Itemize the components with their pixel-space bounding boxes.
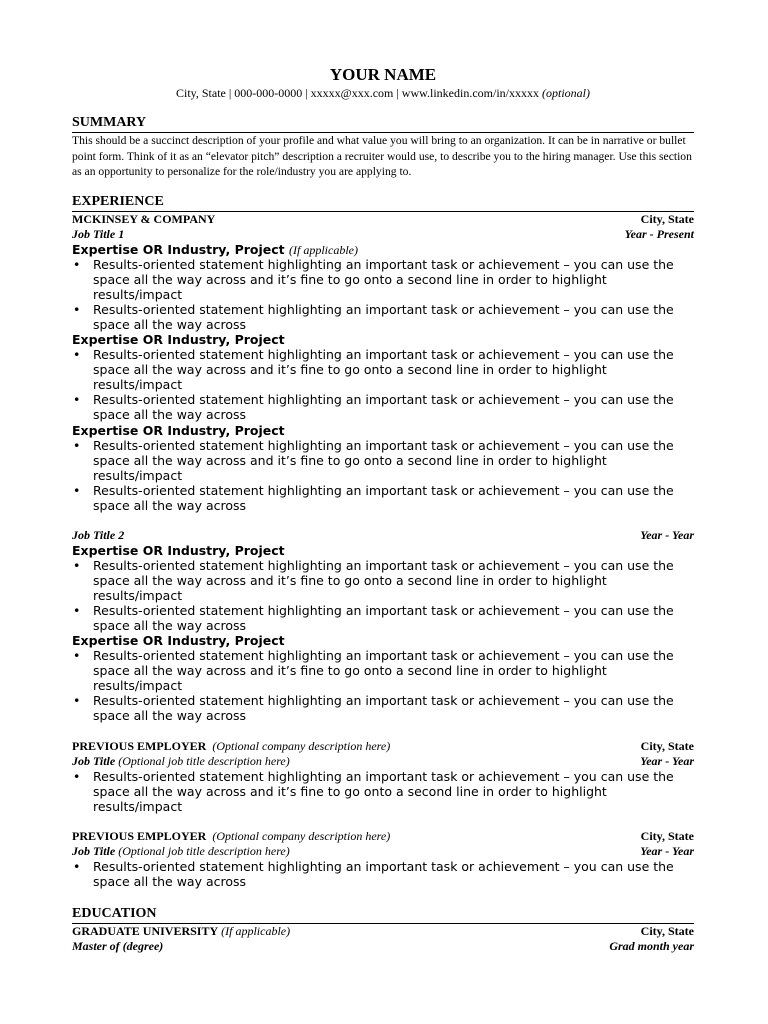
job-1-title: Job Title 1 [72, 227, 125, 241]
bullet-icon: • [73, 558, 81, 573]
degree-row [72, 939, 694, 954]
list-item [72, 603, 694, 633]
list-item [72, 257, 694, 302]
bullet-text: Results-oriented statement highlighting an important task or achievement – you can use the space all the way across [93, 392, 674, 422]
bullet-icon: • [73, 693, 81, 708]
school-label [72, 924, 290, 939]
list-item [72, 693, 694, 723]
bullet-text: Results-oriented statement highlighting an important task or achievement – you can use the space all the way across and it’s fine to go onto a second line in order to highlight results/impact [93, 347, 674, 392]
list-item [72, 558, 694, 603]
job-2-row [72, 528, 694, 543]
education-heading: EDUCATION [72, 906, 694, 924]
list-item [72, 648, 694, 693]
employer-1-location: City, State [640, 212, 694, 226]
bullet-text: Results-oriented statement highlighting an important task or achievement – you can use the space all the way across [93, 302, 674, 332]
employer-3-row [72, 829, 694, 844]
employer-2-job-title: Job Title [72, 754, 116, 768]
resume-name: YOUR NAME [329, 65, 437, 84]
employer-2-label [72, 739, 390, 754]
project-c-bullets [72, 438, 694, 513]
bullet-icon: • [73, 603, 81, 618]
employer-2-job-label [72, 754, 290, 769]
employer-3-job-desc: (Optional job title description here) [118, 844, 290, 858]
bullet-text: Results-oriented statement highlighting an important task or achievement – you can use the space all the way across and it’s fine to go onto a second line in order to highlight results/impact [93, 257, 674, 302]
bullet-text: Results-oriented statement highlighting an important task or achievement – you can use the space all the way across [93, 693, 674, 723]
list-item [72, 769, 694, 814]
bullet-text: Results-oriented statement highlighting an important task or achievement – you can use the space all the way across and it’s fine to go onto a second line in order to highlight results/impact [93, 769, 674, 814]
employer-2-job-row [72, 754, 694, 769]
project-a-title: Expertise OR Industry, Project [72, 242, 285, 257]
employer-2-bullets [72, 769, 694, 814]
employer-3-bullets [72, 859, 694, 889]
project-e-bullets [72, 648, 694, 723]
list-item [72, 859, 694, 889]
employer-2-name: PREVIOUS EMPLOYER [72, 739, 207, 753]
list-item [72, 483, 694, 513]
list-item [72, 438, 694, 483]
project-e-heading: Expertise OR Industry, Project [72, 633, 285, 648]
bullet-icon: • [73, 392, 81, 407]
bullet-icon: • [73, 648, 81, 663]
employer-3-job-row [72, 844, 694, 859]
graduation-date: Grad month year [609, 939, 694, 953]
job-1-dates: Year - Present [624, 227, 694, 241]
employer-2-job-desc: (Optional job title description here) [118, 754, 290, 768]
employer-2-location: City, State [640, 739, 694, 753]
bullet-icon: • [73, 769, 81, 784]
employer-3-name: PREVIOUS EMPLOYER [72, 829, 207, 843]
employer-2-row [72, 739, 694, 754]
bullet-text: Results-oriented statement highlighting an important task or achievement – you can use the space all the way across and it’s fine to go onto a second line in order to highlight results/impact [93, 648, 674, 693]
job-2-dates: Year - Year [640, 528, 694, 542]
bullet-text: Results-oriented statement highlighting an important task or achievement – you can use the space all the way across and it’s fine to go onto a second line in order to highlight results/impact [93, 438, 674, 483]
employer-3-job-title: Job Title [72, 844, 116, 858]
project-b-heading: Expertise OR Industry, Project [72, 332, 285, 347]
job-2-title: Job Title 2 [72, 528, 125, 542]
school-location: City, State [640, 924, 694, 938]
bullet-icon: • [73, 257, 81, 272]
bullet-text: Results-oriented statement highlighting an important task or achievement – you can use the space all the way across and it’s fine to go onto a second line in order to highlight results/impact [93, 558, 674, 603]
employer-3-location: City, State [640, 829, 694, 843]
bullet-icon: • [73, 302, 81, 317]
list-item [72, 392, 694, 422]
list-item [72, 347, 694, 392]
project-a-note: (If applicable) [289, 243, 358, 257]
bullet-text: Results-oriented statement highlighting an important task or achievement – you can use the space all the way across [93, 483, 674, 513]
job-1-row [72, 227, 694, 242]
project-c-heading: Expertise OR Industry, Project [72, 423, 285, 438]
employer-2-desc: (Optional company description here) [212, 739, 391, 753]
contact-line [72, 86, 694, 101]
project-d-bullets [72, 558, 694, 633]
list-item [72, 302, 694, 332]
contact-optional-note: (optional) [542, 86, 590, 100]
employer-3-label [72, 829, 390, 844]
project-d-heading: Expertise OR Industry, Project [72, 543, 285, 558]
bullet-text: Results-oriented statement highlighting an important task or achievement – you can use the space all the way across [93, 859, 674, 889]
bullet-icon: • [73, 859, 81, 874]
employer-3-job-label [72, 844, 290, 859]
degree-name: Master of (degree) [72, 939, 164, 953]
school-row [72, 924, 694, 939]
summary-heading: SUMMARY [72, 115, 694, 133]
bullet-icon: • [73, 483, 81, 498]
school-note: (If applicable) [221, 924, 291, 938]
bullet-icon: • [73, 347, 81, 362]
employer-3-dates: Year - Year [640, 844, 694, 858]
experience-heading: EXPERIENCE [72, 194, 694, 212]
employer-1-name: MCKINSEY & COMPANY [72, 212, 216, 226]
employer-2-dates: Year - Year [640, 754, 694, 768]
employer-1-row [72, 212, 694, 227]
project-a-heading [72, 242, 694, 258]
summary-text: This should be a succinct description of your profile and what value you will bring to an organization. It can be in narrative or bullet point form. Think of it as an “elevator pitch” description a recruiter would use, to describe you to the hiring manager. Use this section as an opportunity to personalize for the role/industry you are applying to. [72, 134, 692, 178]
school-name: GRADUATE UNIVERSITY [72, 924, 219, 938]
bullet-text: Results-oriented statement highlighting an important task or achievement – you can use the space all the way across [93, 603, 674, 633]
project-a-bullets [72, 257, 694, 332]
employer-3-desc: (Optional company description here) [212, 829, 391, 843]
bullet-icon: • [73, 438, 81, 453]
project-b-bullets [72, 347, 694, 422]
contact-details: City, State | 000-000-0000 | xxxxx@xxx.com | www.linkedin.com/in/xxxxx [175, 86, 539, 100]
